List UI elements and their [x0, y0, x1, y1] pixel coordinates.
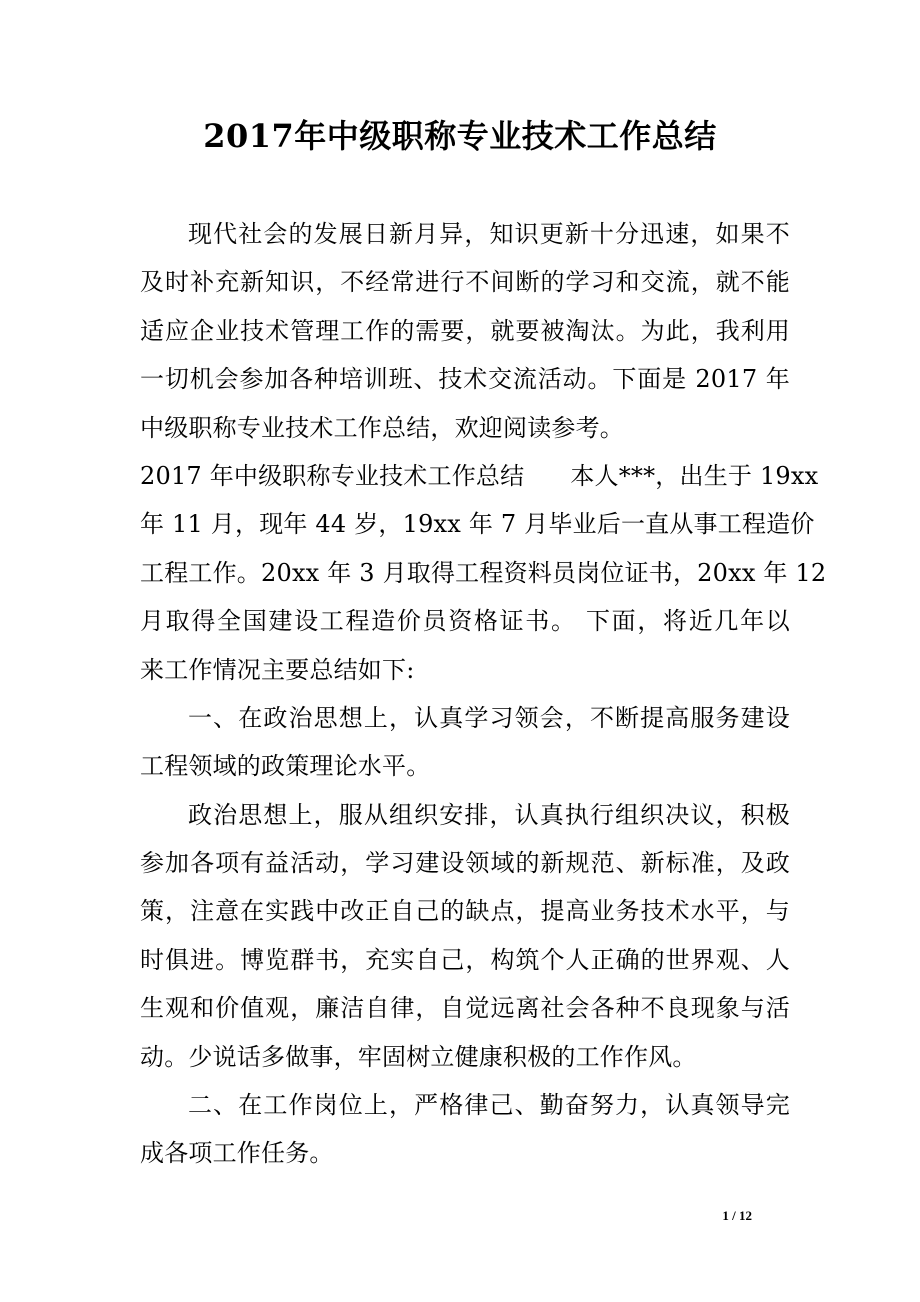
- section-heading: 2017 年中级职称专业技术工作总结: [140, 461, 525, 490]
- paragraph-line: 年 11 月，现年 44 岁，19xx 年 7 月毕业后一直从事工程造价: [140, 510, 815, 539]
- paragraph-line: 适应企业技术管理工作的需要，就要被淘汰。为此，我利用: [140, 316, 790, 345]
- paragraph-line: 一切机会参加各种培训班、技术交流活动。下面是 2017 年: [140, 365, 790, 394]
- paragraph-line: 动。少说话多做事，牢固树立健康积极的工作作风。: [140, 1042, 697, 1071]
- document-title: 2017年中级职称专业技术工作总结: [203, 117, 717, 155]
- paragraph-line: 月取得全国建设工程造价员资格证书。 下面，将近几年以: [140, 607, 790, 636]
- paragraph-line: 成各项工作任务。: [140, 1139, 334, 1168]
- paragraph-line: 一、在政治思想上，认真学习领会，不断提高服务建设: [188, 703, 790, 732]
- paragraph-line: 来工作情况主要总结如下:: [140, 655, 415, 684]
- paragraph-line: 时俱进。博览群书，充实自己，构筑个人正确的世界观、人: [140, 945, 790, 974]
- paragraph-line: [140, 452, 819, 500]
- paragraph-line: 政治思想上，服从组织安排，认真执行组织决议，积极: [188, 800, 790, 829]
- paragraph-line: 工程领域的政策理论水平。: [140, 752, 431, 781]
- paragraph-line: 二、在工作岗位上，严格律己、勤奋努力，认真领导完: [188, 1091, 790, 1120]
- paragraph-line: 及时补充新知识，不经常进行不间断的学习和交流，就不能: [140, 268, 790, 297]
- paragraph-line: 中级职称专业技术工作总结，欢迎阅读参考。: [140, 413, 624, 442]
- document-body: [140, 210, 827, 1178]
- paragraph-line: 生观和价值观，廉洁自律，自觉远离社会各种不良现象与活: [140, 994, 790, 1023]
- page-number: 1 / 12: [722, 1208, 752, 1223]
- paragraph-line: 工程工作。20xx 年 3 月取得工程资料员岗位证书，20xx 年 12: [140, 558, 827, 587]
- paragraph-line: 现代社会的发展日新月异，知识更新十分迅速，如果不: [188, 220, 790, 248]
- paragraph-line: 策，注意在实践中改正自己的缺点，提高业务技术水平，与: [140, 897, 790, 926]
- paragraph-text: 本人***，出生于 19xx: [570, 461, 819, 490]
- paragraph-line: 参加各项有益活动，学习建设领域的新规范、新标准，及政: [140, 849, 790, 878]
